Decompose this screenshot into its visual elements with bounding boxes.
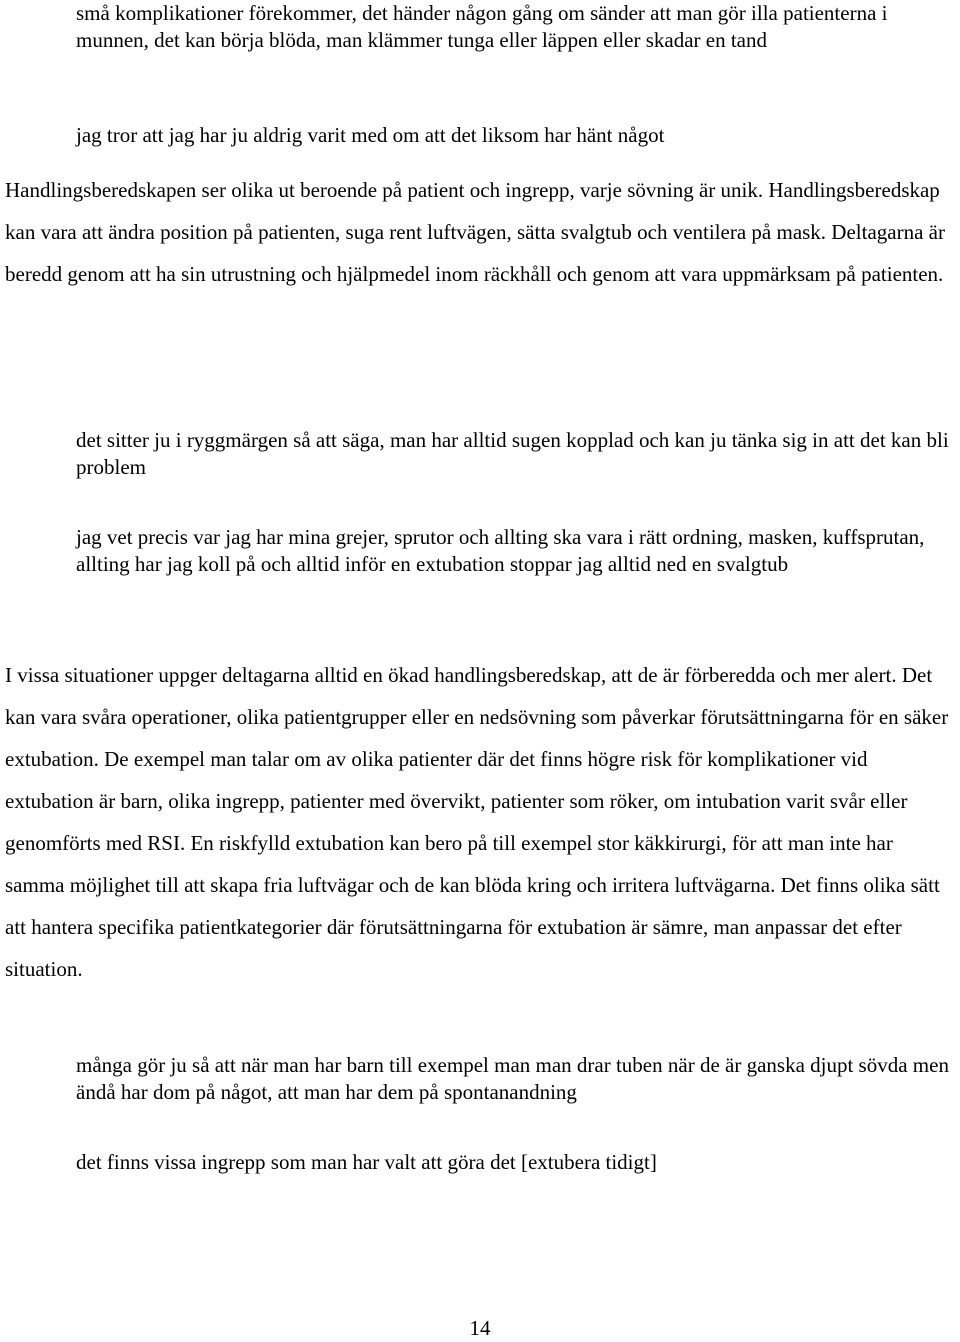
quote-never-happened: jag tror att jag har ju aldrig varit med om att det liksom har hänt något xyxy=(76,123,665,147)
page-number: 14 xyxy=(469,1316,491,1340)
quote-spinal-cord: det sitter ju i ryggmärgen så att säga, man har alltid sugen kopplad och kan ju tänka sig in att det kan bli problem xyxy=(76,428,949,479)
quote-certain-procedures: det finns vissa ingrepp som man har valt att göra det [extubera tidigt] xyxy=(76,1150,657,1174)
quote-equipment: jag vet precis var jag har mina grejer, sprutor och allting ska vara i rätt ordning, masken, kuffsprutan, allting har jag koll på och alltid inför en extubation stoppar jag alltid ned en svalgtub xyxy=(76,525,925,576)
paragraph-handlingsberedskap: Handlingsberedskapen ser olika ut beroende på patient och ingrepp, varje sövning är unik. Handlingsberedskap kan vara att ändra position på patienten, suga rent luftvägen, sätta svalgtub och ventilera på mask. Deltagarna är beredd genom att ha sin utrustning och hjälpmedel inom räckhåll och genom att vara uppmärksam på patienten. xyxy=(5,178,945,286)
quote-children: många gör ju så att när man har barn till exempel man man drar tuben när de är ganska djupt sövda men ändå har dom på något, att man har dem på spontanandning xyxy=(76,1053,949,1104)
quote-complications: små komplikationer förekommer, det händer någon gång om sänder att man gör illa patienterna i munnen, det kan börja blöda, man klämmer tunga eller läppen eller skadar en tand xyxy=(76,1,888,52)
paragraph-increased-readiness: I vissa situationer uppger deltagarna alltid en ökad handlingsberedskap, att de är förberedda och mer alert. Det kan vara svåra operationer, olika patientgrupper eller en nedsövning som påverkar förutsättningarna för en säker extubation. De exempel man talar om av olika patienter där det finns högre risk för komplikationer vid extubation är barn, olika ingrepp, patienter med övervikt, patienter som röker, om intubation varit svår eller genomförts med RSI. En riskfylld extubation kan bero på till exempel stor käkkirurgi, för att man inte har samma möjlighet till att skapa fria luftvägar och de kan blöda kring och irritera luftvägarna. Det finns olika sätt att hantera specifika patientkategorier där förutsättningarna för extubation är sämre, man anpassar det efter situation. xyxy=(5,663,949,981)
